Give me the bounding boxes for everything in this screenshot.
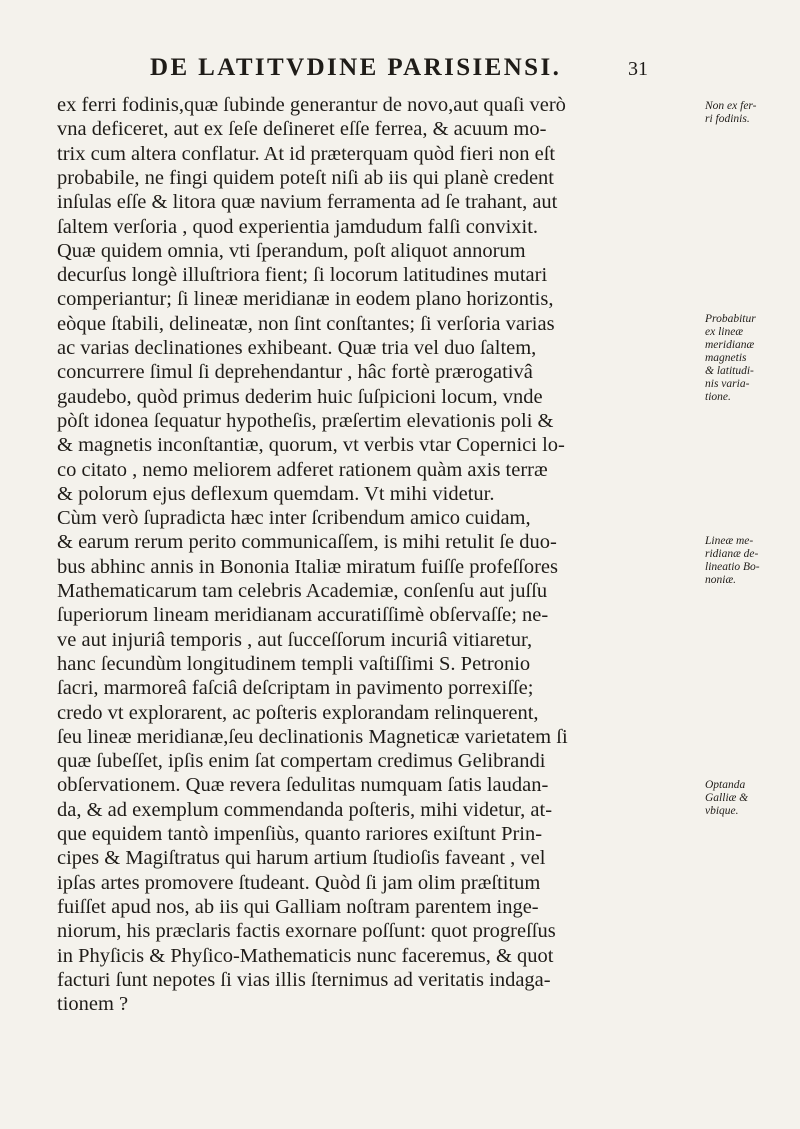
text-line: decurſus longè illuſtriora fient; ſi locorum latitudines mutari	[57, 264, 548, 287]
text-line: obſervationem. Quæ revera ſedulitas numquam ſatis laudan-	[57, 774, 549, 797]
text-line: ſeu lineæ meridianæ,ſeu declinationis Magneticæ varietatem ſi	[57, 725, 568, 748]
margin-note-line: Lineæ me-	[705, 535, 754, 547]
page-header	[150, 54, 710, 90]
margin-note-line: meridianæ	[705, 339, 755, 351]
text-line: tionem ?	[57, 993, 129, 1016]
margin-note-line: ridianæ de-	[705, 548, 759, 560]
text-line: ex ferri fodinis,quæ ſubinde generantur de novo,aut quaſi verò	[57, 94, 566, 116]
text-line: & earum rerum perito communicaſſem, is mihi retulit ſe duo-	[57, 531, 557, 554]
margin-note-line: Galliæ &	[705, 792, 749, 804]
text-line: quæ ſubeſſet, ipſis enim ſat compertam credimus Gelibrandi	[57, 750, 546, 773]
text-line: Cùm verò ſupradicta hæc inter ſcribendum amico cuidam,	[57, 507, 531, 530]
text-line: bus abhinc annis in Bononia Italiæ miratum fuiſſe profeſſores	[57, 555, 559, 578]
text-line: vna deficeret, aut ex ſeſe deſineret eſſe ferrea, & acuum mo-	[57, 118, 547, 141]
text-line: da, & ad exemplum commendanda poſteris, mihi videtur, at-	[57, 798, 553, 821]
margin-note-line: nis varia-	[705, 378, 750, 390]
page-number: 31	[628, 58, 648, 80]
margin-note-line: ex lineæ	[705, 326, 743, 338]
text-line: concurrere ſimul ſi deprehendantur , hâc fortè prærogativâ	[57, 361, 533, 384]
text-line: ſuperiorum lineam meridianam accuratiſſimè obſervaſſe; ne-	[57, 604, 549, 627]
text-line: fuiſſet apud nos, ab iis qui Galliam noſtram parentem inge-	[57, 895, 539, 918]
margin-note-line: Probabitur	[705, 313, 756, 325]
text-line: ve aut injuriâ temporis , aut ſucceſſorum incuriâ vitiaretur,	[57, 628, 533, 651]
margin-note-line: lineatio Bo-	[705, 561, 760, 573]
text-line: niorum, his præclaris factis exornare poſſunt: quot progreſſus	[57, 920, 556, 943]
margin-note-line: ri fodinis.	[705, 113, 750, 125]
text-line: ipſas artes promovere ſtudeant. Quòd ſi jam olim præſtitum	[57, 871, 541, 894]
text-line: inſulas eſſe & litora quæ navium ferramenta ad ſe trahant, aut	[57, 191, 558, 214]
text-line: ac varias declinationes exhibeant. Quæ tria vel duo ſaltem,	[57, 337, 537, 359]
text-line: facturi ſunt nepotes ſi vias illis ſternimus ad veritatis indaga-	[57, 968, 551, 991]
text-line: in Phyſicis & Phyſico-Mathematicis nunc faceremus, & quot	[57, 944, 554, 967]
text-line: ſacri, marmoreâ faſciâ deſcriptam in pavimento porrexiſſe;	[57, 677, 534, 700]
margin-note-line: noniæ.	[705, 574, 736, 586]
text-line: hanc ſecundùm longitudinem templi vaſtiſſimi S. Petronio	[57, 652, 531, 675]
text-line: & polorum ejus deflexum quemdam. Vt mihi videtur.	[57, 482, 495, 505]
running-title: DE LATITVDINE PARISIENSI.	[150, 54, 562, 81]
margin-note-line: tione.	[705, 391, 731, 403]
text-line: credo vt explorarent, ac poſteris explorandam relinquerent,	[57, 701, 539, 724]
text-line: pòſt idonea ſequatur hypotheſis, præſertim elevationis poli &	[57, 409, 554, 432]
text-line: & magnetis inconſtantiæ, quorum, vt verbis vtar Copernici lo-	[57, 434, 565, 457]
text-line: eòque ſtabili, delineatæ, non ſint conſtantes; ſi verſoria varias	[57, 312, 555, 335]
margin-note-line: magnetis	[705, 352, 747, 364]
margin-note-line: vbique.	[705, 805, 739, 817]
text-line: comperiantur; ſi lineæ meridianæ in eodem plano horizontis,	[57, 288, 554, 311]
text-line: ſaltem verſoria , quod experientia jamdudum falſi convixit.	[57, 215, 539, 238]
margin-note-line: & latitudi-	[705, 365, 754, 377]
text-line: cipes & Magiſtratus qui harum artium ſtudioſis faveant , vel	[57, 847, 546, 870]
text-line: co citato , nemo meliorem adferet rationem quàm axis terræ	[57, 458, 548, 481]
text-line: Mathematicarum tam celebris Academiæ, conſenſu aut juſſu	[57, 580, 548, 602]
text-line: trix cum altera conflatur. At id præterquam quòd fieri non eſt	[57, 142, 556, 165]
text-line: gaudebo, quòd primus dederim huic ſuſpicioni locum, vnde	[57, 385, 543, 408]
margin-note-line: Optanda	[705, 779, 746, 791]
margin-note-line: Non ex fer-	[705, 100, 757, 112]
text-line: que equidem tantò impenſiùs, quanto rariores exiſtunt Prin-	[57, 823, 543, 845]
text-line: Quæ quidem omnia, vti ſperandum, poſt aliquot annorum	[57, 239, 526, 262]
text-line: probabile, ne fingi quidem poteſt niſi ab iis qui planè credent	[57, 166, 554, 189]
